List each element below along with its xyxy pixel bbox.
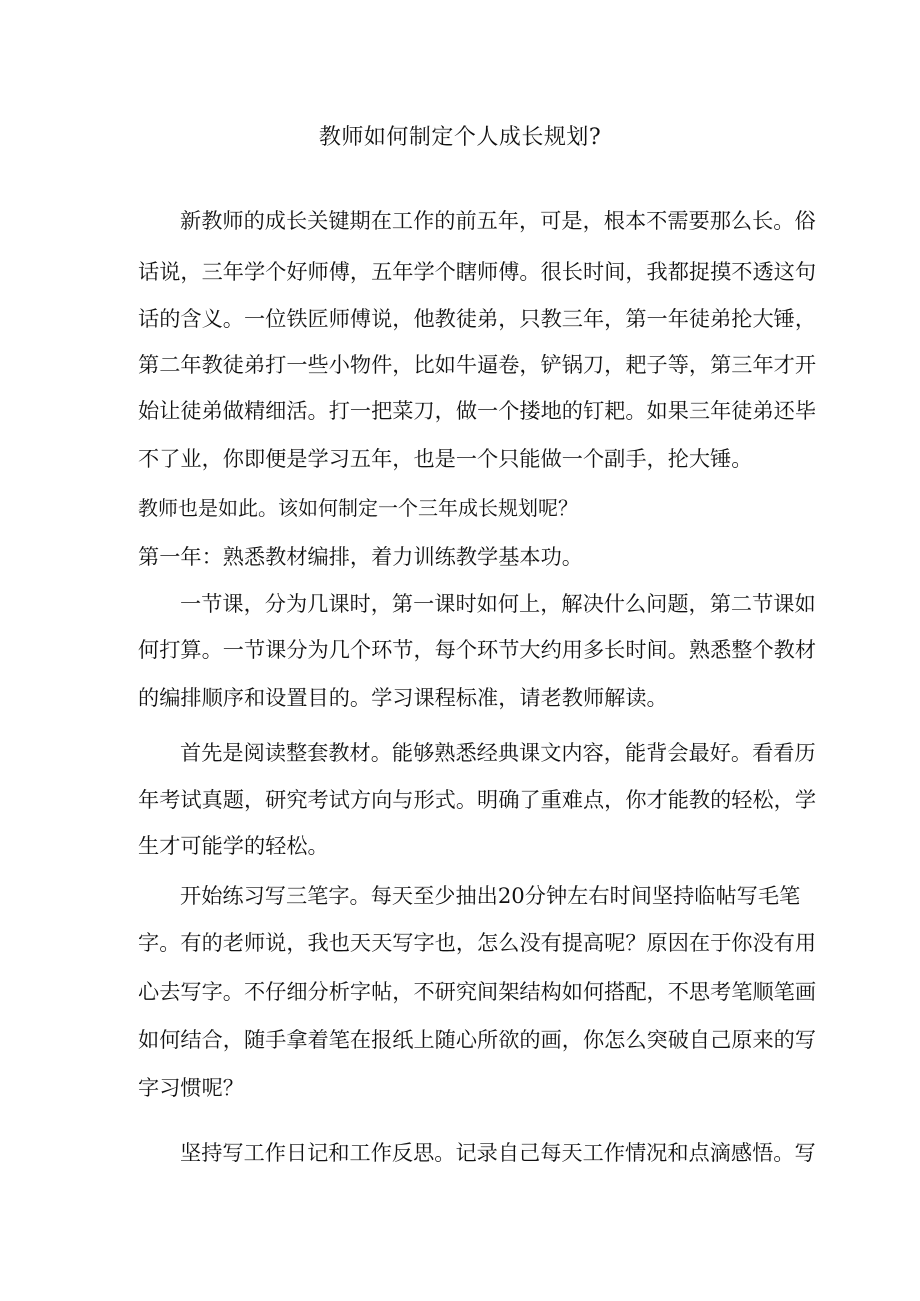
text-line: 教师也是如此。该如何制定一个三年成长规划呢？ <box>138 496 578 520</box>
text-line: 年考试真题，研究考试方向与形式。明确了重难点，你才能教的轻松，学 <box>138 787 817 812</box>
text-line: 始让徒弟做精细活。打一把菜刀，做一个搂地的钉耙。如果三年徒弟还毕 <box>138 398 817 423</box>
text-line: 如何结合，随手拿着笔在报纸上随心所欲的画，你怎么突破自己原来的写 <box>138 1027 817 1052</box>
text-line: 新教师的成长关键期在工作的前五年，可是，根本不需要那么长。俗 <box>180 208 816 233</box>
text-line: 不了业，你即便是学习五年，也是一个只能做一个副手，抡大锤。 <box>138 446 753 471</box>
text-line: 话的含义。一位铁匠师傅说，他教徒弟，只教三年，第一年徒弟抡大锤， <box>138 306 817 331</box>
document-title: 教师如何制定个人成长规划? <box>318 125 602 150</box>
text-line: 话说，三年学个好师傅，五年学个瞎师傅。很长时间，我都捉摸不透这句 <box>138 259 817 284</box>
text-line: 字。有的老师说，我也天天写字也，怎么没有提高呢？原因在于你没有用 <box>138 930 817 955</box>
text-line: 坚持写工作日记和工作反思。记录自己每天工作情况和点滴感悟。写 <box>180 1140 816 1165</box>
text-line: 第二年教徒弟打一些小物件，比如牛逼卷，铲锅刀，耙子等，第三年才开 <box>138 352 817 377</box>
section-heading: 第一年：熟悉教材编排，着力训练教学基本功。 <box>138 544 583 569</box>
text-line: 的编排顺序和设置目的。学习课程标准，请老教师解读。 <box>138 685 668 710</box>
text-line: 心去写字。不仔细分析字帖，不研究间架结构如何搭配，不思考笔顺笔画 <box>138 979 817 1004</box>
text-line: 字习惯呢？ <box>138 1075 244 1100</box>
text-line: 何打算。一节课分为几个环节，每个环节大约用多长时间。熟悉整个教材 <box>138 637 817 662</box>
text-line: 首先是阅读整套教材。能够熟悉经典课文内容，能背会最好。看看历 <box>180 740 816 765</box>
text-line: 生才可能学的轻松。 <box>138 833 329 858</box>
text-line: 一节课，分为几课时，第一课时如何上，解决什么问题，第二节课如 <box>180 591 816 616</box>
text-line: 开始练习写三笔字。每天至少抽出20分钟左右时间坚持临帖写毛笔 <box>180 883 801 908</box>
